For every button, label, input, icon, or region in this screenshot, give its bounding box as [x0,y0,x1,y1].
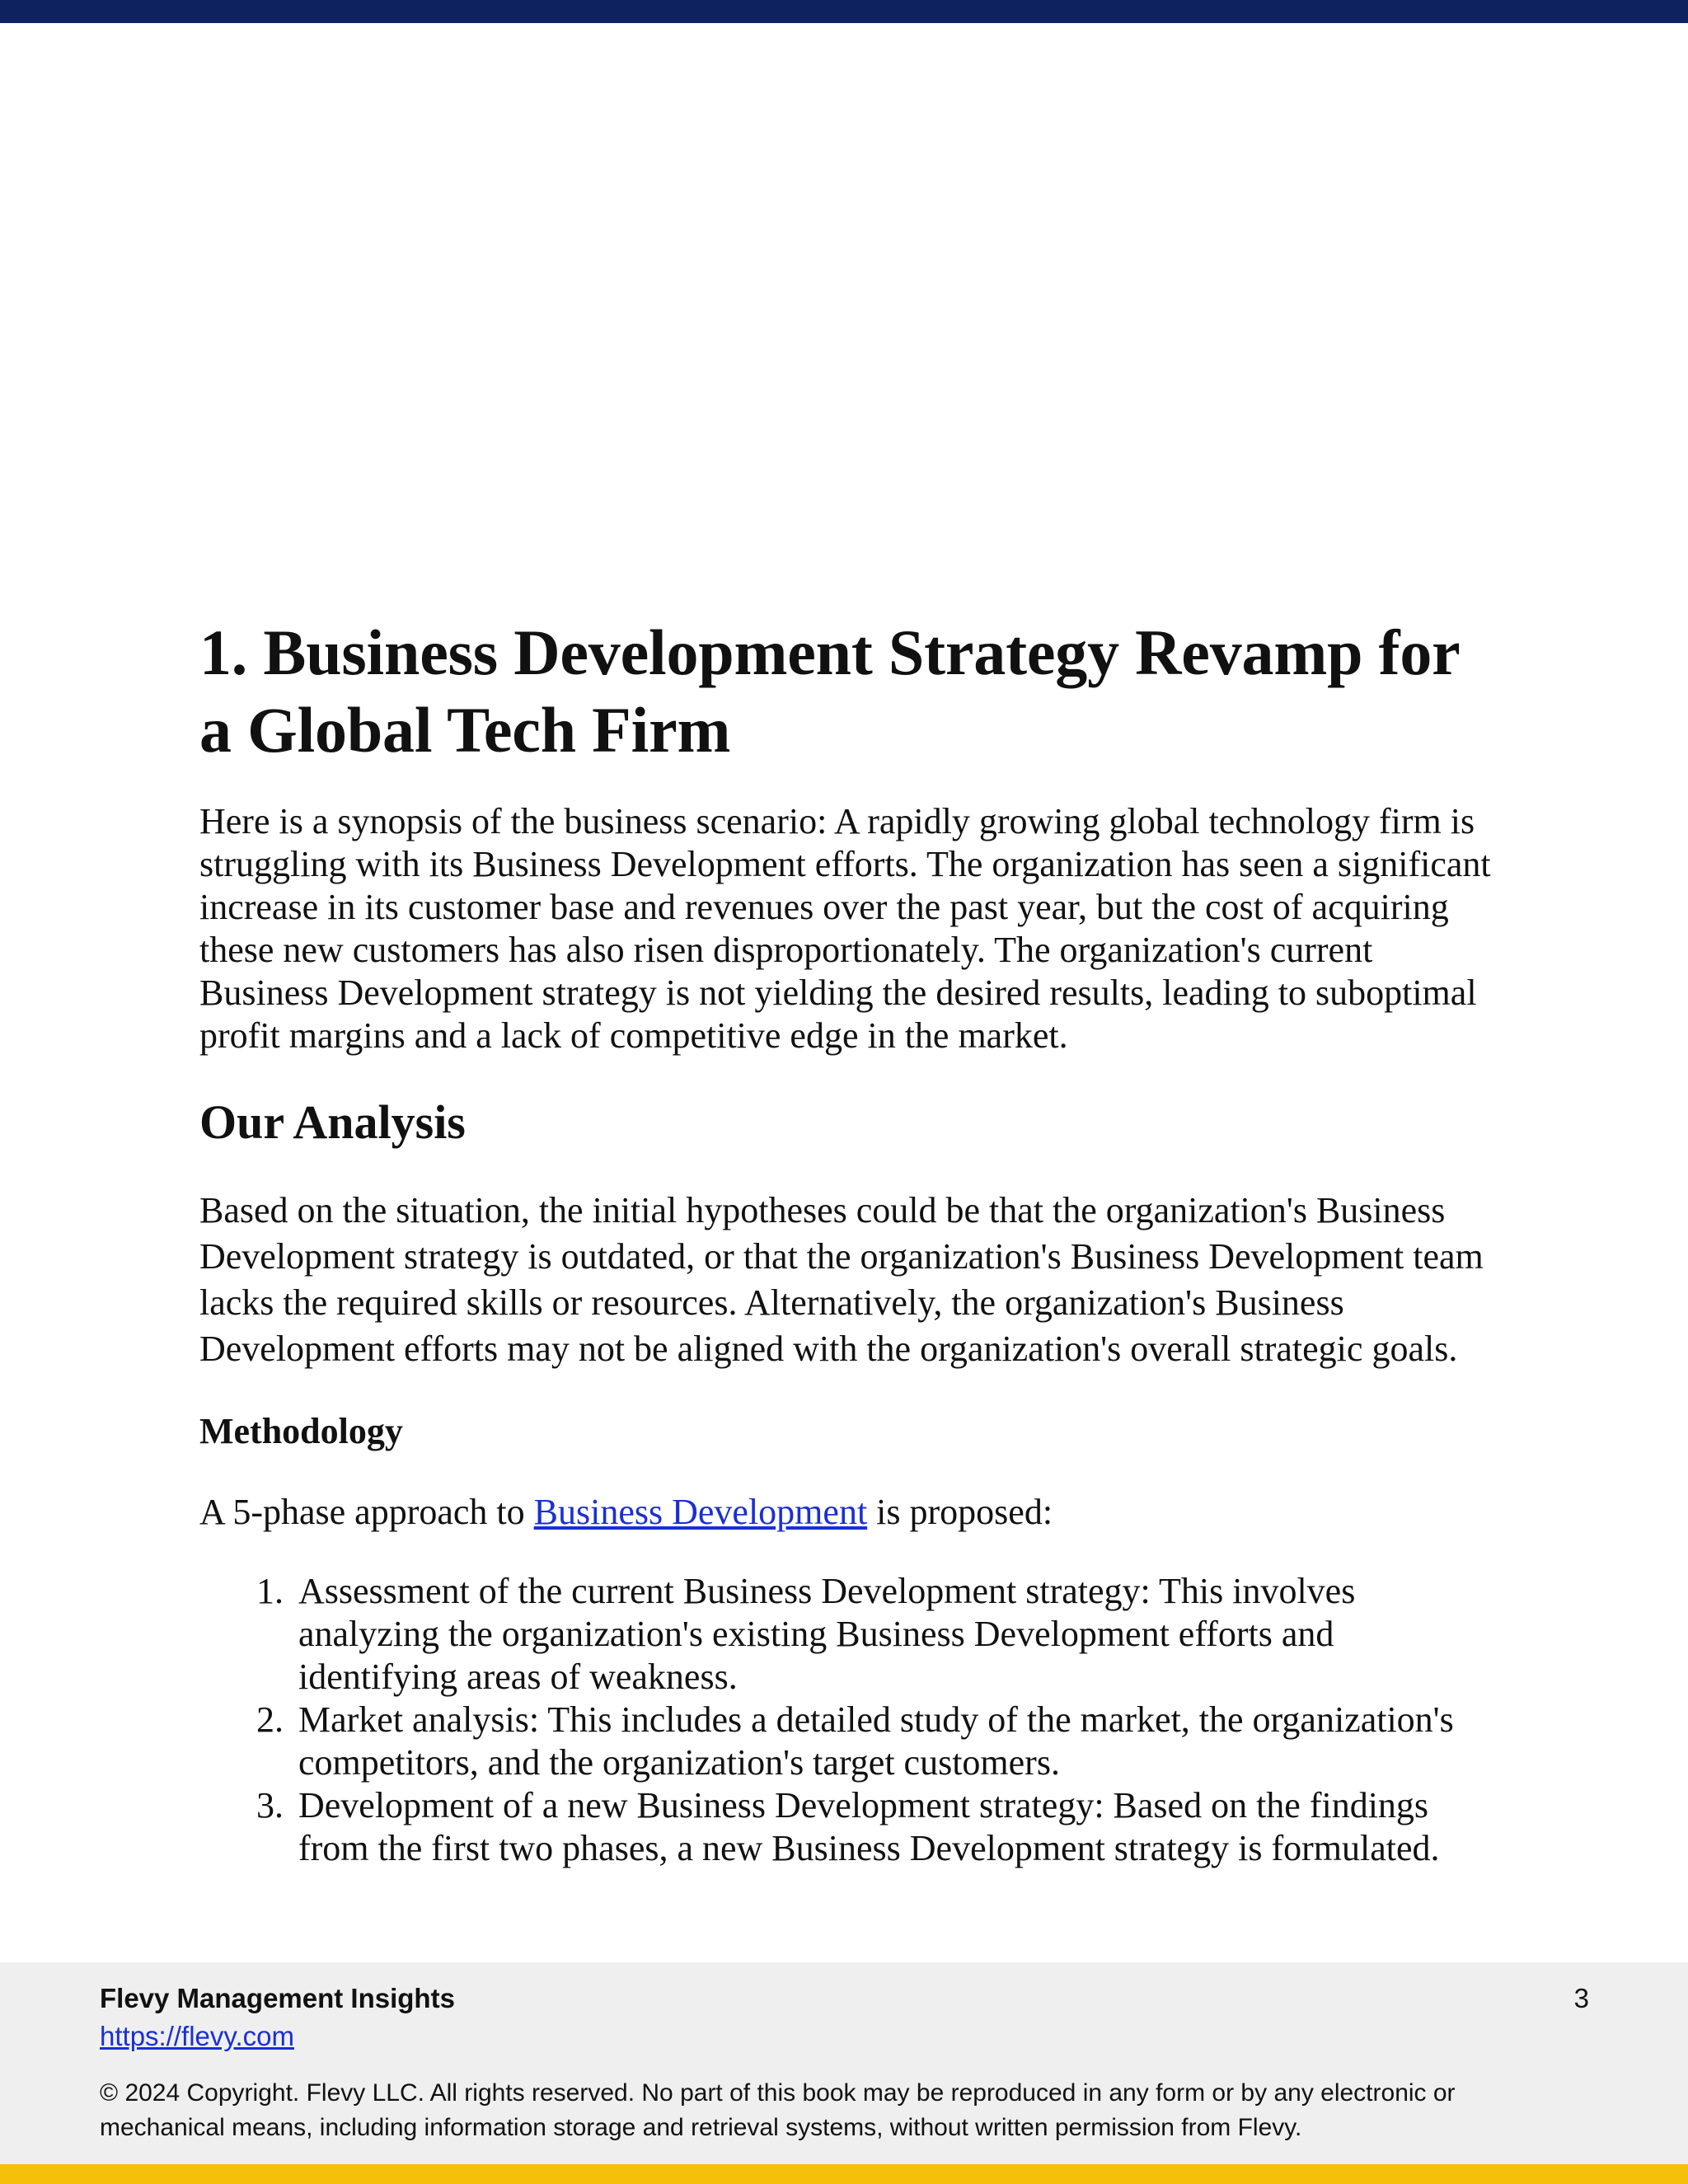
methodology-heading: Methodology [199,1411,403,1451]
methodology-intro [199,1489,1502,1535]
intro-suffix: is proposed: [867,1492,1053,1532]
business-development-link[interactable]: Business Development [533,1492,868,1532]
footer-website-link[interactable]: https://flevy.com [100,2021,294,2051]
copyright-notice: © 2024 Copyright. Flevy LLC. All rights reserved. No part of this book may be reproduced in any form or by any electronic or mechanical means, including information storage and retrieval systems, without written permission from Flevy. [100,2079,1456,2141]
analysis-paragraph: Based on the situation, the initial hypotheses could be that the organization's Business Development strategy is outdated, or that the organization's Business Development team lacks the required skills or resources. Alternatively, the organization's Business Development efforts may not be aligned with the organization's overall strategic goals. [199,1190,1484,1369]
phase-number: 3. [256,1785,284,1825]
footer-brand: Flevy Management Insights [100,1983,455,2013]
intro-prefix: A 5-phase approach to [199,1492,534,1532]
phase-text: Market analysis: This includes a detailed study of the market, the organization's competitors, and the organization's target customers. [298,1699,1454,1783]
bottom-accent-band [0,2164,1688,2184]
phase-text: Assessment of the current Business Development strategy: This involves analyzing the organization's existing Business Development efforts and identifying areas of weakness. [298,1571,1356,1697]
synopsis-paragraph: Here is a synopsis of the business scenario: A rapidly growing global technology firm is struggling with its Business Development efforts. The organization has seen a significant increase in its customer base and revenues over the past year, but the cost of acquiring these new customers has also risen disproportionately. The organization's current Business Development strategy is not yielding the desired results, leading to suboptimal profit margins and a lack of competitive edge in the market. [199,801,1491,1056]
phase-item [199,1570,1502,1699]
phase-item [199,1784,1502,1870]
phase-number: 1. [256,1571,284,1611]
phase-item [199,1699,1502,1784]
page-number: 3 [1573,1983,1589,2013]
page-content [199,614,1502,1870]
phase-list [199,1570,1502,1870]
analysis-heading: Our Analysis [199,1095,466,1149]
top-accent-band [0,0,1688,23]
page-footer [0,1962,1688,2164]
page-title: 1. Business Development Strategy Revamp for a Global Tech Firm [199,616,1460,766]
phase-number: 2. [256,1699,284,1740]
phase-text: Development of a new Business Development strategy: Based on the findings from the first two phases, a new Business Development strategy is formulated. [298,1785,1440,1868]
